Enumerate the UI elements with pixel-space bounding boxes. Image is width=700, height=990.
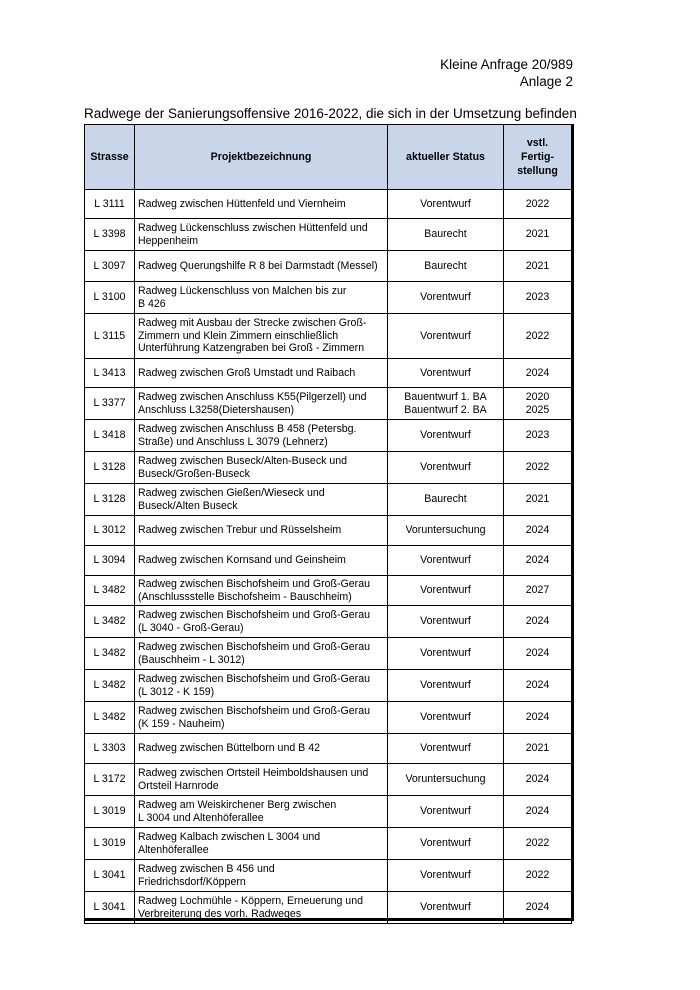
cell-jahr-line: 2024 [525, 554, 550, 567]
cell-jahr [504, 764, 572, 796]
header-fertigstellung [504, 125, 572, 190]
cell-projekt-line: Radweg zwischen Bischofsheim und Groß-Gerau [138, 578, 370, 590]
cell-projekt-line: Radweg zwischen Anschluss K55(Pilgerzell) und [138, 391, 367, 403]
cell-projekt-line: Radweg zwischen Buseck/Alten-Buseck und [138, 455, 348, 467]
cell-status [388, 314, 504, 359]
cell-projekt-line: Radweg am Weiskirchener Berg zwischen [138, 799, 337, 811]
cell-jahr [504, 546, 572, 576]
cell-projekt-line: (Bauschheim - L 3012) [138, 653, 245, 666]
cell-projekt-line: (Anschlussstelle Bischofsheim - Bauschheim) [138, 590, 352, 603]
table-row [85, 420, 572, 452]
cell-projekt-line: Radweg zwischen Bischofsheim und Groß-Gerau [138, 641, 370, 653]
cell-projekt [135, 452, 388, 484]
table-row [85, 452, 572, 484]
cell-jahr [504, 670, 572, 702]
table-row [85, 576, 572, 606]
cell-jahr-line: 2022 [525, 461, 550, 474]
cell-status [388, 670, 504, 702]
cell-jahr-line: 2027 [525, 584, 550, 597]
table-row [85, 388, 572, 420]
cell-strasse: L 3377 [85, 388, 135, 420]
cell-projekt [135, 576, 388, 606]
cell-status-line: Vorentwurf [420, 429, 471, 442]
cell-jahr [504, 516, 572, 546]
project-table [84, 124, 572, 924]
table-row [85, 828, 572, 860]
cell-jahr-line: 2022 [525, 329, 550, 342]
cell-strasse: L 3482 [85, 606, 135, 638]
cell-status-line: Vorentwurf [420, 329, 471, 342]
cell-jahr [504, 796, 572, 828]
table-row [85, 314, 572, 359]
cell-projekt [135, 638, 388, 670]
cell-jahr-line: 2020 [525, 391, 550, 403]
cell-projekt-line: Radweg mit Ausbau der Strecke zwischen Groß- [138, 317, 367, 330]
cell-jahr [504, 420, 572, 452]
cell-projekt-line: Radweg zwischen Büttelborn und B 42 [138, 742, 320, 755]
cell-strasse: L 3128 [85, 452, 135, 484]
cell-status [388, 892, 504, 924]
cell-projekt-line: Radweg zwischen Bischofsheim und Groß-Gerau [138, 673, 370, 685]
cell-projekt-line: Radweg zwischen Kornsand und Geinsheim [138, 554, 346, 567]
table-row [85, 734, 572, 764]
document-header [440, 56, 573, 90]
cell-strasse: L 3115 [85, 314, 135, 359]
cell-projekt [135, 314, 388, 359]
cell-strasse: L 3303 [85, 734, 135, 764]
cell-status-line: Baurecht [424, 493, 467, 506]
cell-projekt-line: (L 3040 - Groß-Gerau) [138, 621, 244, 634]
cell-status-line: Vorentwurf [420, 837, 471, 850]
cell-status-line: Vorentwurf [420, 901, 471, 914]
cell-jahr [504, 359, 572, 388]
cell-status-line: Voruntersuchung [405, 773, 486, 786]
cell-jahr-line: 2021 [525, 259, 550, 272]
cell-projekt [135, 359, 388, 388]
cell-status-line: Vorentwurf [420, 584, 471, 597]
table-row [85, 516, 572, 546]
table-header-row [85, 125, 572, 190]
cell-projekt [135, 796, 388, 828]
cell-jahr [504, 314, 572, 359]
cell-status [388, 359, 504, 388]
cell-jahr [504, 282, 572, 314]
cell-projekt [135, 420, 388, 452]
cell-jahr-line: 2024 [525, 366, 550, 379]
cell-projekt-line: Unterführung Katzengraben bei Groß - Zimmern [138, 342, 365, 355]
cell-projekt [135, 828, 388, 860]
cell-projekt-line: Zimmern und Klein Zimmern einschließlich [138, 329, 339, 342]
cell-projekt-line: Radweg Lückenschluss zwischen Hüttenfeld und [138, 222, 368, 234]
cell-jahr [504, 251, 572, 282]
cell-status-line: Vorentwurf [420, 197, 471, 210]
cell-strasse: L 3097 [85, 251, 135, 282]
header-projekt: Projektbezeichnung [135, 125, 388, 190]
cell-jahr-line: 2022 [525, 869, 550, 882]
cell-status [388, 388, 504, 420]
cell-strasse: L 3128 [85, 484, 135, 516]
cell-status [388, 546, 504, 576]
cell-projekt [135, 516, 388, 546]
cell-projekt-line: Radweg Lochmühle - Köppern, Erneuerung und [138, 895, 363, 907]
cell-jahr-line: 2024 [525, 679, 550, 692]
cell-status-line: Vorentwurf [420, 461, 471, 474]
cell-status [388, 219, 504, 251]
cell-strasse: L 3413 [85, 359, 135, 388]
cell-projekt [135, 734, 388, 764]
cell-strasse: L 3172 [85, 764, 135, 796]
table-caption: Radwege der Sanierungsoffensive 2016-2022, die sich in der Umsetzung befinden [84, 106, 577, 121]
cell-status-line: Vorentwurf [420, 647, 471, 660]
header-reference: Kleine Anfrage 20/989 [440, 57, 573, 72]
cell-projekt [135, 892, 388, 924]
cell-projekt-line: Radweg zwischen Trebur und Rüsselsheim [138, 524, 342, 537]
cell-jahr-line: 2024 [525, 615, 550, 628]
table-row [85, 546, 572, 576]
cell-strasse: L 3418 [85, 420, 135, 452]
cell-jahr-line: 2024 [525, 805, 550, 818]
cell-status-line: Vorentwurf [420, 679, 471, 692]
table-row [85, 359, 572, 388]
table-row [85, 796, 572, 828]
cell-jahr [504, 734, 572, 764]
cell-status [388, 796, 504, 828]
cell-projekt-line: Verbreiterung des vorh. Radweges [138, 907, 302, 920]
header-attachment: Anlage 2 [519, 74, 573, 89]
cell-jahr-line: 2021 [525, 493, 550, 506]
cell-status [388, 452, 504, 484]
cell-strasse: L 3019 [85, 796, 135, 828]
cell-projekt-line: Radweg zwischen Groß Umstadt und Raibach [138, 366, 356, 379]
cell-jahr [504, 484, 572, 516]
cell-status [388, 828, 504, 860]
cell-status [388, 516, 504, 546]
cell-jahr [504, 219, 572, 251]
cell-strasse: L 3482 [85, 638, 135, 670]
cell-status-line: Vorentwurf [420, 366, 471, 379]
cell-projekt-line: Friedrichsdorf/Köppern [138, 875, 246, 888]
table-row [85, 860, 572, 892]
cell-jahr [504, 452, 572, 484]
cell-jahr-line: 2022 [525, 837, 550, 850]
cell-status-line: Baurecht [424, 228, 467, 241]
cell-projekt [135, 219, 388, 251]
cell-jahr [504, 388, 572, 420]
header-fertig-line: vstl. [526, 137, 549, 149]
cell-strasse: L 3482 [85, 576, 135, 606]
table-row [85, 282, 572, 314]
cell-status [388, 190, 504, 219]
cell-projekt-line: Ortsteil Harnrode [138, 779, 219, 792]
cell-projekt-line: Heppenheim [138, 234, 199, 247]
cell-status [388, 764, 504, 796]
cell-strasse: L 3100 [85, 282, 135, 314]
cell-status-line: Vorentwurf [420, 291, 471, 304]
table-container [84, 124, 574, 921]
cell-jahr-line: 2023 [525, 291, 550, 304]
cell-status [388, 576, 504, 606]
cell-projekt-line: Radweg zwischen Bischofsheim und Groß-Gerau [138, 705, 370, 717]
cell-status-line: Vorentwurf [420, 554, 471, 567]
cell-projekt-line: Altenhöferallee [138, 843, 209, 856]
cell-jahr-line: 2022 [525, 197, 550, 210]
cell-projekt-line: Radweg Kalbach zwischen L 3004 und [138, 831, 321, 843]
cell-strasse: L 3482 [85, 702, 135, 734]
cell-jahr-line: 2024 [525, 901, 550, 914]
cell-projekt-line: (K 159 - Nauheim) [138, 717, 225, 730]
cell-jahr-line: 2024 [525, 647, 550, 660]
cell-jahr [504, 892, 572, 924]
cell-strasse: L 3482 [85, 670, 135, 702]
cell-status-line: Baurecht [424, 259, 467, 272]
cell-strasse: L 3398 [85, 219, 135, 251]
cell-strasse: L 3094 [85, 546, 135, 576]
cell-jahr-line: 2024 [525, 711, 550, 724]
cell-projekt-line: Radweg Lückenschluss von Malchen bis zur [138, 285, 347, 297]
table-row [85, 702, 572, 734]
cell-strasse: L 3019 [85, 828, 135, 860]
cell-projekt [135, 546, 388, 576]
cell-jahr-line: 2024 [525, 773, 550, 786]
cell-status [388, 638, 504, 670]
cell-strasse: L 3111 [85, 190, 135, 219]
cell-status-line: Bauentwurf 2. BA [404, 403, 487, 416]
cell-projekt [135, 484, 388, 516]
header-status: aktueller Status [388, 125, 504, 190]
cell-status [388, 860, 504, 892]
table-row [85, 892, 572, 924]
cell-jahr [504, 606, 572, 638]
table-row [85, 190, 572, 219]
cell-projekt-line: Radweg zwischen Bischofsheim und Groß-Gerau [138, 609, 370, 621]
cell-projekt-line: Straße) und Anschluss L 3079 (Lehnerz) [138, 435, 328, 448]
cell-strasse: L 3012 [85, 516, 135, 546]
cell-projekt-line: L 3004 und Altenhöferallee [138, 811, 264, 824]
cell-status-line: Vorentwurf [420, 615, 471, 628]
cell-projekt [135, 282, 388, 314]
table-body [85, 190, 572, 924]
cell-jahr-line: 2024 [525, 524, 550, 537]
cell-status-line: Vorentwurf [420, 869, 471, 882]
cell-status [388, 606, 504, 638]
cell-projekt [135, 702, 388, 734]
cell-projekt [135, 606, 388, 638]
cell-projekt-line: B 426 [138, 297, 166, 310]
cell-jahr [504, 702, 572, 734]
cell-projekt [135, 860, 388, 892]
cell-jahr-line: 2021 [525, 742, 550, 755]
cell-projekt-line: Buseck/Alten Buseck [138, 499, 238, 512]
cell-status [388, 734, 504, 764]
cell-jahr-line: 2025 [525, 403, 550, 416]
header-strasse: Strasse [85, 125, 135, 190]
cell-projekt-line: Radweg zwischen Hüttenfeld und Viernheim [138, 197, 346, 210]
cell-status-line: Vorentwurf [420, 742, 471, 755]
table-row [85, 638, 572, 670]
cell-projekt [135, 388, 388, 420]
cell-jahr [504, 190, 572, 219]
cell-strasse: L 3041 [85, 860, 135, 892]
cell-status [388, 702, 504, 734]
cell-status-line: Voruntersuchung [405, 524, 486, 537]
cell-jahr [504, 860, 572, 892]
cell-projekt [135, 764, 388, 796]
table-row [85, 606, 572, 638]
cell-projekt [135, 670, 388, 702]
cell-jahr [504, 638, 572, 670]
cell-status-line: Vorentwurf [420, 805, 471, 818]
cell-status [388, 282, 504, 314]
cell-projekt [135, 251, 388, 282]
cell-status [388, 251, 504, 282]
cell-status-line: Vorentwurf [420, 711, 471, 724]
cell-projekt-line: Radweg zwischen Anschluss B 458 (Petersbg. [138, 423, 357, 435]
cell-jahr-line: 2023 [525, 429, 550, 442]
cell-projekt-line: Radweg zwischen Gießen/Wieseck und [138, 487, 325, 499]
cell-projekt [135, 190, 388, 219]
cell-strasse: L 3041 [85, 892, 135, 924]
cell-status [388, 484, 504, 516]
cell-projekt-line: Radweg Querungshilfe R 8 bei Darmstadt (Messel) [138, 259, 378, 272]
cell-projekt-line: (L 3012 - K 159) [138, 685, 215, 698]
table-row [85, 670, 572, 702]
cell-projekt-line: Radweg zwischen Ortsteil Heimboldshausen und [138, 767, 369, 779]
cell-projekt-line: Buseck/Großen-Buseck [138, 467, 250, 480]
table-row [85, 484, 572, 516]
cell-jahr [504, 576, 572, 606]
header-fertig-line: stellung [517, 165, 558, 177]
cell-projekt-line: Anschluss L3258(Dietershausen) [138, 403, 295, 416]
table-row [85, 764, 572, 796]
table-row [85, 219, 572, 251]
header-fertig-line: Fertig- [521, 151, 554, 163]
table-row [85, 251, 572, 282]
cell-projekt-line: Radweg zwischen B 456 und [138, 863, 275, 875]
cell-status-line: Bauentwurf 1. BA [404, 391, 487, 403]
cell-jahr-line: 2021 [525, 228, 550, 241]
cell-status [388, 420, 504, 452]
cell-jahr [504, 828, 572, 860]
